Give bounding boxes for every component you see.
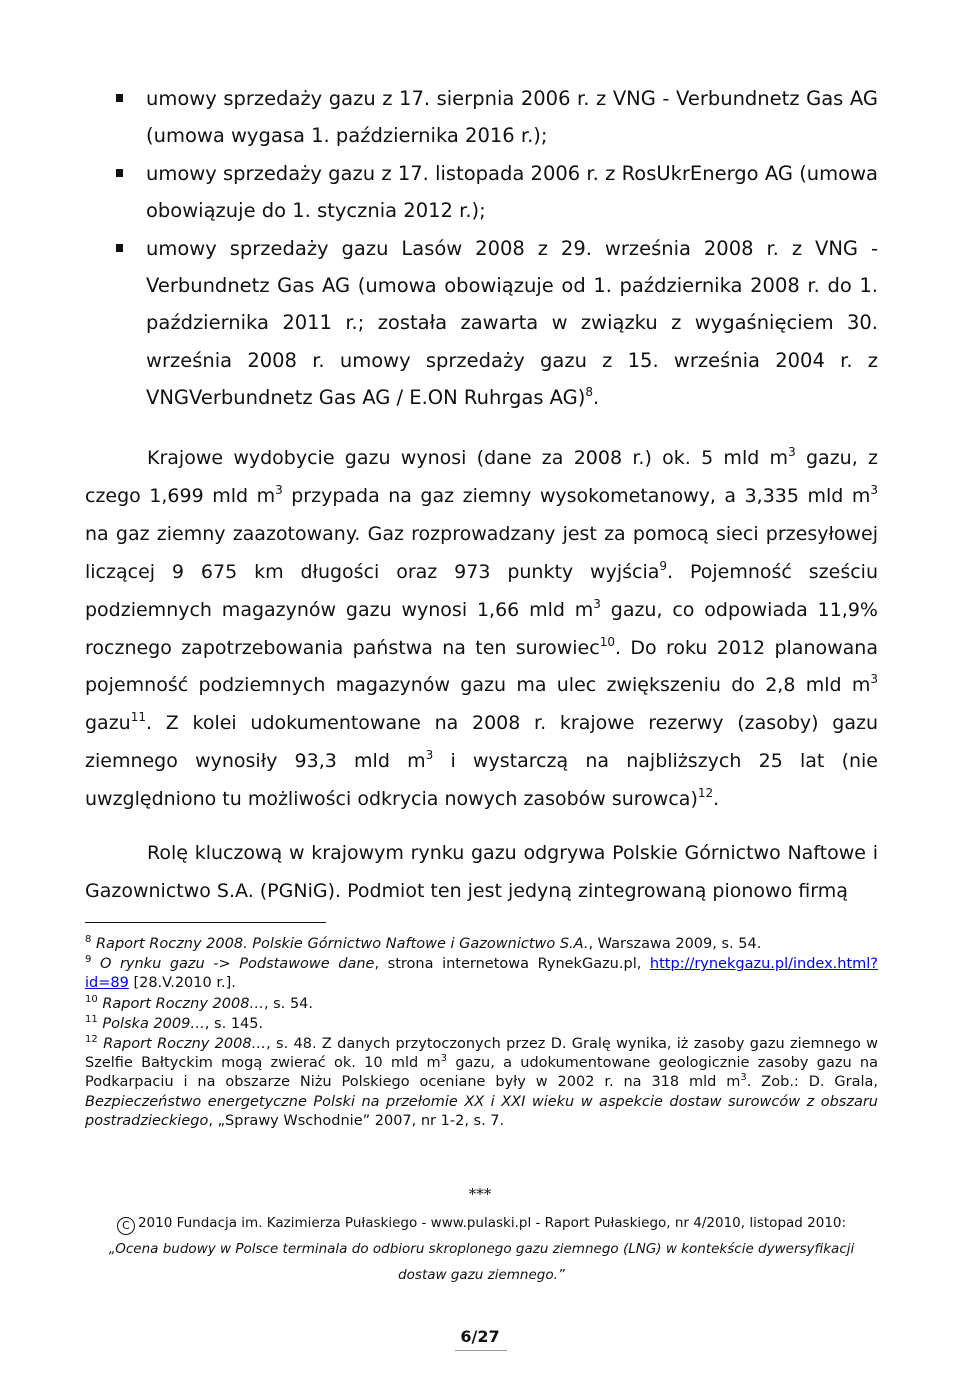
text: , „Sprawy Wschodnie” 2007, nr 1-2, s. 7. [208,1112,505,1129]
text: . Zob.: D. Grala, [746,1074,878,1091]
source-title: O rynku gazu -> Podstawowe dane [99,956,375,973]
footnote-ref: 8 [585,385,594,400]
footnote-ref: 9 [659,558,668,573]
superscript: 3 [593,596,601,611]
footnote-9 [85,955,878,993]
paragraph-pgnig [85,835,878,910]
text: przypada na gaz ziemny wysokometanowy, a 3,335 mld m [282,484,871,507]
square-bullet-icon [116,94,123,102]
text: gazu, a udokumentowane geologicznie zasoby gazu na Podkarpaciu i na obszarze Niżu Polskiego oceniane były w 2002 r. na 318 mld m [85,1055,878,1091]
superscript: 3 [440,1053,448,1065]
superscript: 3 [425,748,434,763]
footnote-12 [85,1035,878,1131]
text: gazu [85,712,131,735]
section-stars: *** [468,1185,492,1203]
footnote-11 [85,1015,878,1034]
bullet-text: umowy sprzedaży gazu Lasów 2008 z 29. września 2008 r. z VNG - Verbundnetz Gas AG (umowa obowiązuje od 1. października 2008 r. do 1. października 2011 r.; została zawarta w związku z wygaśnięciem 30. września 2008 r. umowy sprzedaży gazu z 15. września 2004 r. z VNGVerbundnetz Gas AG / E.ON Ruhrgas AG) [146,236,878,410]
text: [28.V.2010 r.]. [128,975,236,992]
superscript: 3 [740,1072,747,1084]
text: Rolę kluczową w krajowym rynku gazu odgrywa Polskie Górnictwo Naftowe i Gazownictwo S.A. (PGNiG). Podmiot ten jest jedyną zintegrowaną pionowo firmą [85,842,878,902]
footnote-10 [85,995,878,1014]
list-item [113,155,878,230]
text: , s. 145. [204,1015,264,1032]
footnote-ref: 11 [130,710,146,725]
source-title: Raport Roczny 2008… [103,1036,267,1053]
text: . Do roku 2012 planowana pojemność podziemnych magazynów gazu ma ulec zwiększeniu do 2,8 mld m [85,636,878,697]
footnote-number: 9 [85,954,92,966]
footnote-number: 8 [85,934,92,945]
bullet-list [113,80,878,417]
text: Krajowe wydobycie gazu wynosi (dane za 2008 r.) ok. 5 mld m [147,447,789,469]
square-bullet-icon [116,244,123,252]
bullet-text: umowy sprzedaży gazu z 17. sierpnia 2006 r. z VNG - Verbundnetz Gas AG (umowa wygasa 1. października 2016 r.); [146,87,878,148]
text: gazu, z czego 1,699 mld m [85,447,879,507]
text: gazu, co odpowiada 11,9% rocznego zapotrzebowania państwa na ten surowiec [85,598,878,659]
source-title: Bezpieczeństwo energetyczne Polski na przełomie XX i XXI wieku w aspekcie dostaw surowców z obszaru postradzieckiego [85,1093,878,1129]
superscript: 3 [870,672,878,687]
list-item [113,80,878,155]
page-number: 6/27 [460,1327,500,1346]
text: . [713,788,720,811]
text: , Warszawa 2009, s. 54. [588,936,762,952]
footer-line-3: dostaw gazu ziemnego.” [398,1267,565,1283]
paragraph-gas-production [85,440,878,819]
bullet-text-end: . [593,386,600,410]
page-footer [85,1210,878,1288]
list-item [113,230,878,417]
superscript: 3 [788,445,796,459]
footnote-ref: 10 [599,634,615,649]
footnote-separator [85,922,326,923]
footer-line-2: „Ocena budowy w Polsce terminala do odbioru skroplonego gazu ziemnego (LNG) w kontekście dywersyfikacji [108,1241,855,1257]
source-link[interactable]: http://rynekgazu.pl/index.html?id=89 [85,956,878,992]
source-title: Raport Roczny 2008… [102,995,264,1012]
square-bullet-icon [116,169,123,177]
text: i wystarczą na najbliższych 25 lat (nie uwzględniono tu możliwości odkrycia nowych zasobów surowca) [85,750,878,811]
text: , s. 48. Z danych przytoczonych przez D. Gralę wynika, iż zasoby gazu ziemnego w Szelfie Bałtyckim mogą zwierać ok. 10 mld m [85,1036,879,1072]
superscript: 3 [870,482,878,497]
text: . Pojemność sześciu podziemnych magazynów gazu wynosi 1,66 mld m [85,560,878,621]
text: , s. 54. [263,995,314,1012]
footnote-number: 11 [85,1013,98,1025]
bullet-text: umowy sprzedaży gazu z 17. listopada 2006 r. z RosUkrEnergo AG (umowa obowiązuje do 1. stycznia 2012 r.); [146,161,878,223]
text: , strona internetowa RynekGazu.pl, [374,956,650,973]
footer-text: 2010 Fundacja im. Kazimierza Pułaskiego - www.pulaski.pl - Raport Pułaskiego, nr 4/2010, listopad 2010: [137,1215,847,1231]
footnote-number: 10 [85,993,98,1005]
footer-line-1 [85,1210,878,1236]
text: na gaz ziemny zaazotowany. Gaz rozprowadzany jest za pomocą sieci przesyłowej liczącej 9 675 km długości oraz 973 punkty wyjścia [85,522,878,583]
superscript: 3 [275,482,283,497]
source-title: Raport Roczny 2008. Polskie Górnictwo Naftowe i Gazownictwo S.A. [95,936,589,952]
footnote-8 [85,935,878,954]
footnote-ref: 12 [697,786,714,801]
footnote-number: 12 [85,1034,98,1046]
copyright-icon: C [117,1217,135,1235]
text: . Z kolei udokumentowane na 2008 r. krajowe rezerwy (zasoby) gazu ziemnego wynosiły 93,3 mld m [85,712,878,773]
source-title: Polska 2009… [102,1015,205,1032]
page-number-underline [455,1350,507,1351]
footnotes [85,935,878,1132]
